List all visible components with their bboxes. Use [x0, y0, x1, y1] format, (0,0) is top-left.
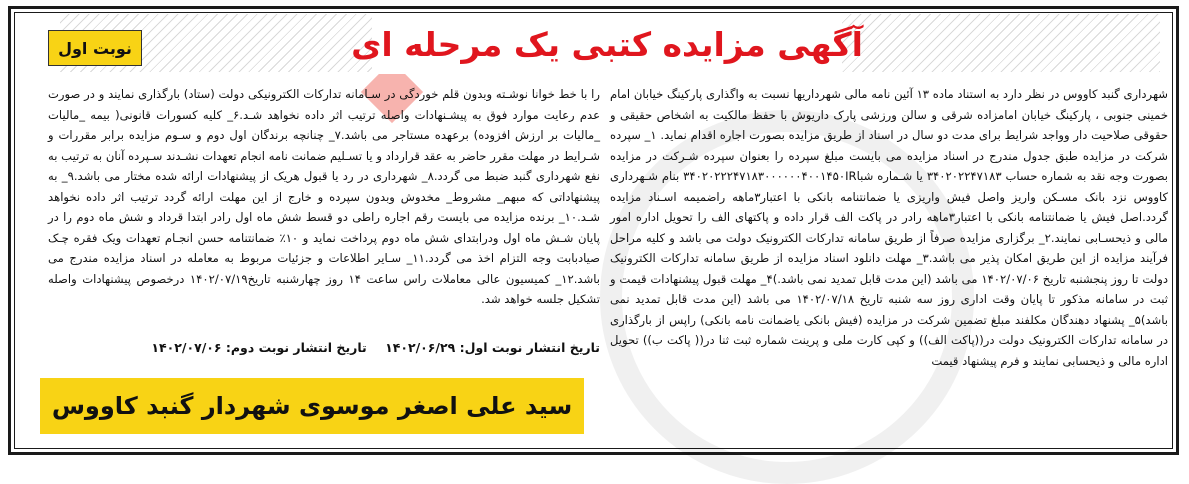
paragraph: را با خط خوانا نوشـته وبدون قلم خوردگی در سـامانه تدارکات الکترونیکی دولت (ستاد) بارگذاری نمایند و در صورت عدم رعایت موارد فوق به پیشـنهادات واصله ترتیب اثر داده نخواهد شـد.۶_ کلیه کسورات قانونی( بیمه _مالیات _مالیات بر ارزش افزوده) برعهده مستاجر می باشد.۷_ چنانچه برندگان اول دوم و سـوم مزایده برابر مقررات و شـرایط در مهلت مقرر حاضر به عقد قرارداد و یا تسـلیم ضمانت نامه انجام تعهدات نشـدند سـپرده آنان به ترتیب به نفع شهرداری گنبد ضبط می گردد.۸_ شهرداری در رد یا قبول هریک از پیشنهادات ارائه شده مختار می باشد.۹_ به پیشنهاداتی که مبهم_ مشروط_ مخدوش وبدون سپرده و خارج از این مهلت ارائه گردد ترتیب اثر داده نخواهد شـد.۱۰_ برنده مزایده می بایست رقم اجاره راطی دو قسط شش ماه اول رادر ابتدا قرداد و شش ماه دوم را در پایان شـش ماه اول ودرابتدای شش ماه دوم پرداخت نماید و ۱۰٪ ضمانتنامه حسن انجـام تعهدات ویک فقره چـک صیادبابت وجه التزام اخذ می گردد.۱۱_ سـایر اطلاعات و جزئیات مربوط به معامله در اسناد مزایده مندرج می باشد.۱۲_ کمیسیون عالی معاملات راس ساعت ۱۴ روز چهارشنبه تاریخ۱۴۰۲/۰۷/۱۹ درخصوص پیشنهادات واصله تشکیل جلسه خواهد شد. [48, 87, 601, 306]
paragraph: شهرداری گنبد کاووس در نظر دارد به استناد ماده ۱۳ آئین نامه مالی شهرداریها نسبت به واگذاری پارکینگ خیابان امام خمینی جنوبی ، پارکینگ خیابان امامزاده شرقی و سالن ورزشی پارک داریوش با حفظ مالکیت به اشخاص حقیقی و حقوقی صلاحیت دار وواجد شرایط برای مدت دو سال در اسناد از طریق مزایده بصورت اجاره اقدام نماید. ۱_ سپرده شرکت در مزایده طبق جدول مندرج در اسناد مزایده می بایست مبلغ سپرده را بعنوان سپرده شـرکت در مزایده بصورت وجه نقد به شماره حساب ۳۴۰۲۰۲۲۴۷۱۸۳ یا شـماره شبا۳۴۰۲۰۲۲۲۴۷۱۸۳۰۰۰۰۰۰۴۰۰۱۴۵۰IR بنام شـهرداری کاووس نزد بانک مسـکن واریز واصل فیش واریزی یا ضمانتنامه بانکی با اعتبار۳ماهه راضمیمه اسـناد مزایده گردد.اصل فیش یا ضمانتنامه بانکی با اعتبار۳ماهه رادر در پاکت الف قرار داده و پاکتهای الف را تحویل اداره امور مالی و ذیحسـابی نمایند.۲_ برگزاری مزایده صرفاً از طریق سامانه تدارکات الکترونیک دولت می باشد و کلیه مراحل فرآیند مزایده از این طریق امکان پذیر می باشد.۳_ مهلت دانلود اسناد مزایده از طریق سامانه تدارکات الکترونیک دولت تا روز پنجشنبه تاریخ ۱۴۰۲/۰۷/۰۶ می باشد (این مدت قابل تمدید نمی باشد.)۴_ مهلت قبول پیشنهادات قیمت و ثبت در سامانه مذکور تا پایان وقت اداری روز سه شنبه تاریخ ۱۴۰۲/۰۷/۱۸ می باشد (این مدت قابل تمدید نمی باشد)۵_ پشنهاد دهندگان مکلفند مبلغ تضمین شرکت در مزایده (فیش بانکی یاضمانت نامه بانکی) راپس از بارگذاری در سامانه تدارکات الکترونیک دولت در((پاکت الف)) و کپی کارت ملی و پرینت شماره ثبت ثنا در(( پاکت ب)) تحویل اداره مالی و ذیحسابی نمایند و فرم پیشنهاد قیمت [610, 87, 1169, 368]
first-publication-date: تاریخ انتشار نوبت اول: ۱۴۰۲/۰۶/۲۹ [385, 340, 600, 355]
mayor-signature: سید علی اصغر موسوی شهردار گنبد کاووس [40, 378, 584, 434]
body-text-left [48, 84, 600, 310]
second-publication-date: تاریخ انتشار نوبت دوم: ۱۴۰۲/۰۷/۰۶ [151, 340, 367, 355]
edition-badge: نوبت اول [48, 30, 142, 66]
title-box [351, 14, 863, 74]
publication-dates [48, 340, 600, 355]
page-title: آگهی مزایده کتبی یک مرحله ای [351, 24, 863, 64]
body-text-right [610, 84, 1168, 371]
